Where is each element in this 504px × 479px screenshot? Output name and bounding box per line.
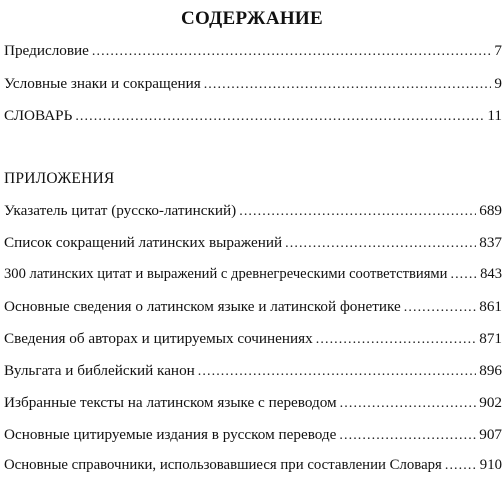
dot-leader bbox=[445, 458, 477, 474]
dot-leader bbox=[316, 332, 476, 348]
toc-entry-page: 689 bbox=[479, 202, 502, 219]
toc-entry-page: 896 bbox=[479, 362, 502, 379]
toc-entry-page: 7 bbox=[494, 42, 502, 59]
toc-entry-page: 837 bbox=[479, 234, 502, 251]
toc-entry-page: 910 bbox=[479, 457, 502, 473]
toc-entry-label: Вульгата и библейский канон bbox=[4, 362, 195, 379]
dot-leader bbox=[340, 396, 477, 412]
toc-entry-label: Основные сведения о латинском языке и латинской фонетике bbox=[4, 298, 401, 315]
appendices-heading: ПРИЛОЖЕНИЯ bbox=[4, 170, 115, 187]
toc-entry-label: Основные цитируемые издания в русском переводе bbox=[4, 426, 337, 443]
toc-entry-label: Указатель цитат (русско-латинский) bbox=[4, 202, 237, 219]
dot-leader bbox=[339, 428, 476, 444]
toc-entry-label: Условные знаки и сокращения bbox=[4, 75, 201, 92]
toc-entry-appendix[interactable] bbox=[4, 202, 502, 222]
toc-entry-page: 902 bbox=[479, 394, 502, 411]
dot-leader bbox=[198, 364, 476, 380]
toc-entry-page: 9 bbox=[494, 75, 502, 92]
toc-entry-label: 300 латинских цитат и выражений с древнегреческими соответствиями bbox=[4, 266, 448, 282]
toc-entry-page: 11 bbox=[487, 107, 502, 124]
toc-entry-appendix[interactable] bbox=[4, 394, 502, 414]
toc-entry-page: 861 bbox=[479, 298, 502, 315]
toc-entry-appendix[interactable] bbox=[4, 457, 502, 477]
toc-entry-preface[interactable] bbox=[4, 42, 502, 62]
toc-entry-appendix[interactable] bbox=[4, 426, 502, 446]
toc-entry-dictionary[interactable] bbox=[4, 107, 502, 127]
dot-leader bbox=[75, 109, 484, 125]
dot-leader bbox=[285, 236, 476, 252]
toc-entry-page: 843 bbox=[480, 266, 502, 282]
toc-entry-label: Список сокращений латинских выражений bbox=[4, 234, 283, 251]
toc-entry-page: 871 bbox=[479, 330, 502, 347]
toc-entry-label: СЛОВАРЬ bbox=[4, 107, 73, 124]
toc-entry-symbols-abbreviations[interactable] bbox=[4, 75, 502, 95]
toc-entry-appendix[interactable] bbox=[4, 330, 502, 350]
dot-leader bbox=[450, 267, 477, 283]
dot-leader bbox=[404, 300, 476, 316]
dot-leader bbox=[239, 204, 476, 220]
page-title: СОДЕРЖАНИЕ bbox=[181, 8, 323, 29]
toc-entry-appendix[interactable] bbox=[4, 266, 502, 286]
dot-leader bbox=[92, 44, 491, 60]
toc-entry-label: Основные справочники, использовавшиеся при составлении Словаря bbox=[4, 457, 442, 473]
dot-leader bbox=[204, 77, 492, 93]
toc-entry-appendix[interactable] bbox=[4, 234, 502, 254]
toc-entry-label: Избранные тексты на латинском языке с переводом bbox=[4, 394, 337, 411]
toc-entry-appendix[interactable] bbox=[4, 298, 502, 318]
toc-entry-label: Сведения об авторах и цитируемых сочинениях bbox=[4, 330, 313, 347]
toc-entry-page: 907 bbox=[479, 426, 502, 443]
toc-entry-label: Предисловие bbox=[4, 42, 89, 59]
toc-entry-appendix[interactable] bbox=[4, 362, 502, 382]
